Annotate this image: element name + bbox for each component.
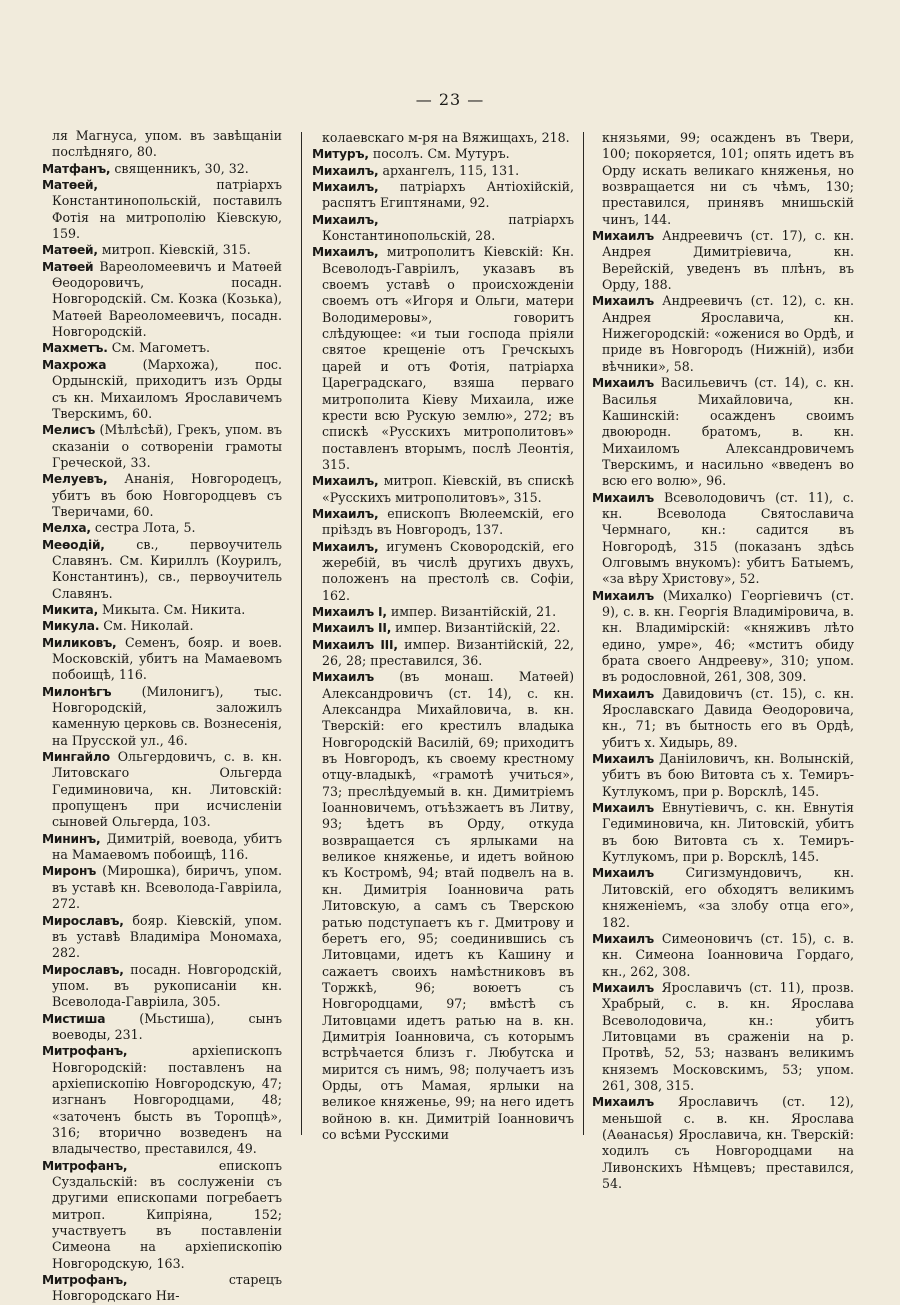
index-entry bbox=[42, 357, 282, 422]
entry-headword: Михаилъ bbox=[592, 1095, 654, 1110]
entry-text: Семенъ, бояр. и воев. Московскій, убитъ на Мамаевомъ побоищѣ, 116. bbox=[52, 634, 282, 683]
index-entry bbox=[592, 228, 854, 293]
entry-headword: Михаилъ bbox=[592, 980, 654, 995]
index-entry bbox=[312, 506, 574, 539]
index-entry bbox=[312, 163, 574, 179]
entry-text: архангелъ, 115, 131. bbox=[382, 162, 520, 178]
index-entry bbox=[42, 1158, 282, 1272]
entry-text: Микыта. См. Никита. bbox=[102, 601, 246, 617]
entry-text: (Мѣлѣсѣй), Грекъ, упом. въ сказаніи о сотвореніи грамоты Греческой, 33. bbox=[52, 422, 282, 470]
entry-headword: Митрофанъ, bbox=[42, 1044, 128, 1059]
entry-text: Сигизмундовичъ, кн. Литовскій, его обходятъ великимъ княженіемъ, «за злобу отца его», 182. bbox=[602, 865, 854, 930]
index-column-1 bbox=[42, 128, 282, 1305]
index-entry bbox=[312, 637, 574, 670]
entry-text: епископъ Вюлеемскій, его пріѣздъ въ Новгородъ, 137. bbox=[322, 505, 574, 538]
index-entry bbox=[42, 537, 282, 602]
entry-text: Ананія, Новгородецъ, убитъ въ бою Новгородцевъ съ Тверичами, 60. bbox=[52, 471, 282, 519]
index-entry bbox=[42, 471, 282, 520]
entry-text: князьями, 99; осажденъ въ Твери, 100; покоряется, 101; опять идетъ въ Орду искать великаго княженья, но возвращается ни съ чѣмъ, 130; преставился, принявъ мнишьскій чинъ, 144. bbox=[602, 130, 854, 227]
index-entry bbox=[42, 635, 282, 684]
index-entry bbox=[42, 831, 282, 864]
entry-text: сестра Лота, 5. bbox=[94, 520, 196, 536]
entry-headword: Матфанъ, bbox=[42, 161, 111, 176]
entry-text: посолъ. См. Мутуръ. bbox=[372, 146, 510, 162]
entry-text: посадн. Новгородскій, упом. въ рукописаніи кн. Всеволода-Гавріила, 305. bbox=[52, 961, 282, 1010]
entry-headword: Михаилъ bbox=[312, 670, 374, 685]
entry-text: Ольгердовичъ, с. в. кн. Литовскаго Ольгерда Гедиминовича, кн. Литовскій: пропущенъ при исчисленіи сыновей Ольгерда, 103. bbox=[52, 749, 282, 830]
index-entry bbox=[592, 293, 854, 375]
entry-text: (Михалко) Георгіевичъ (ст. 9), с. в. кн. Георгія Владиміровича, в. кн. Владимірскій: «княживъ лѣто едино, умре», 46; «мститъ обиду брата своего Андрееву», 310; упом. въ родословной, 261, 308, 309. bbox=[602, 587, 854, 685]
entry-headword: Михаилъ, bbox=[312, 245, 379, 260]
index-entry bbox=[592, 130, 854, 228]
entry-headword: Митуръ, bbox=[312, 147, 369, 162]
entry-headword: Милонѣгъ bbox=[42, 684, 112, 699]
entry-headword: Михаилъ I, bbox=[312, 604, 387, 619]
entry-headword: Михаилъ II, bbox=[312, 621, 392, 636]
index-entry bbox=[42, 684, 282, 749]
entry-headword: Михаилъ bbox=[592, 866, 654, 881]
entry-headword: Матѳей, bbox=[42, 178, 98, 193]
column-divider bbox=[301, 132, 302, 1135]
entry-text: игуменъ Сковородскій, его жеребій, въ числѣ другихъ двухъ, положенъ на престолѣ св. Софіи, 162. bbox=[322, 538, 574, 603]
entry-text: Андреевичъ (ст. 17), с. кн. Андрея Димитріевича, кн. Верейскій, уведенъ въ плѣнъ, въ Орду, 188. bbox=[602, 228, 854, 293]
entry-text: (Милонигъ), тыс. Новгородскій, заложилъ каменную церковь св. Вознесенія, на Прусской ул., 46. bbox=[52, 683, 282, 748]
index-entry bbox=[42, 863, 282, 912]
index-entry bbox=[42, 1272, 282, 1305]
index-entry bbox=[42, 242, 282, 258]
index-entry bbox=[312, 669, 574, 1143]
entry-text: митроп. Кіевскій, 315. bbox=[101, 242, 251, 258]
entry-text: архіепископъ Новгородскій: поставленъ на архіепископію Новгородскую, 47; изгнанъ Новгородцами, 48; «заточенъ бысть въ Торопцѣ», 316; вторично возведенъ на владычество, преставился, 49. bbox=[52, 1043, 282, 1157]
index-entry bbox=[592, 588, 854, 686]
entry-headword: Михаилъ, bbox=[312, 539, 379, 554]
entry-text: Вареоломеевичъ и Матѳей Ѳеодоровичъ, посадн. Новгородскій. См. Козка (Козька), Матѳей Вареоломеевичъ, посадн. Новгородскій. bbox=[52, 258, 282, 340]
entry-text: Ярославичъ (ст. 11), прозв. Храбрый, с. в. кн. Ярослава Всеволодовича, кн.: убитъ Литовцами въ сраженіи на р. Протвѣ, 52, 53; названъ великимъ княземъ Московскимъ, 53; упом. 261, 308, 315. bbox=[602, 979, 854, 1093]
index-entry bbox=[592, 865, 854, 930]
index-column-2 bbox=[312, 130, 574, 1143]
entry-text: Даніиловичъ, кн. Волынскій, убитъ въ бою Витовта съ х. Темиръ-Кутлукомъ, при р. Ворсклѣ, 145. bbox=[602, 751, 854, 799]
index-entry bbox=[42, 1043, 282, 1157]
entry-headword: Мининъ, bbox=[42, 831, 101, 846]
entry-headword: Мелуевъ, bbox=[42, 472, 108, 487]
entry-text: колаевскаго м-ря на Вяжищахъ, 218. bbox=[322, 130, 570, 145]
entry-text: Всеволодовичъ (ст. 11), с. кн. Всеволода Святославича Чермнаго, кн.: садится въ Новгородѣ, 315 (показанъ здѣсь Олговымъ внукомъ): убитъ Батыемъ, «за вѣру Христову», 52. bbox=[602, 489, 854, 587]
entry-text: митроп. Кіевскій, въ спискѣ «Русскихъ митрополитовъ», 315. bbox=[322, 473, 574, 505]
entry-headword: Михаилъ, bbox=[312, 474, 379, 489]
entry-headword: Михаилъ bbox=[592, 931, 654, 946]
entry-headword: Михаилъ III, bbox=[312, 637, 398, 652]
entry-headword: Митрофанъ, bbox=[42, 1273, 128, 1288]
entry-headword: Михаилъ bbox=[592, 752, 654, 767]
index-entry bbox=[312, 212, 574, 245]
entry-text: Евнутіевичъ, с. кн. Евнутія Гедиминовича, кн. Литовскій, убитъ въ бою Витовта съ х. Темиръ-Кутлукомъ, при р. Ворсклѣ, 145. bbox=[602, 800, 854, 865]
entry-text: импер. Византійскій, 22, 26, 28; преставился, 36. bbox=[322, 636, 574, 668]
entry-text: Васильевичъ (ст. 14), с. кн. Василья Михайловича, кн. Кашинскій: осажденъ своимъ двоюродн. братомъ, в. кн. Михаиломъ Александровичемъ Тверскимъ, и насильно «введенъ во всю его волю», 96. bbox=[602, 375, 854, 489]
entry-headword: Меѳодій, bbox=[42, 537, 105, 552]
entry-headword: Матѳей bbox=[42, 259, 94, 274]
index-entry bbox=[312, 244, 574, 473]
index-entry bbox=[42, 177, 282, 242]
index-entry bbox=[592, 1094, 854, 1192]
index-entry bbox=[592, 686, 854, 751]
entry-headword: Михаилъ bbox=[592, 490, 654, 505]
index-entry bbox=[592, 931, 854, 980]
index-entry bbox=[42, 913, 282, 962]
entry-headword: Мингайло bbox=[42, 750, 110, 765]
entry-text: ля Магнуса, упом. въ завѣщаніи послѣдняго, 80. bbox=[52, 128, 282, 160]
entry-text: Симеоновичъ (ст. 15), с. в. кн. Симеона Іоанновича Гордаго, кн., 262, 308. bbox=[602, 930, 854, 979]
index-entry bbox=[592, 490, 854, 588]
index-entry bbox=[42, 618, 282, 634]
entry-text: (въ монаш. Матѳей) Александровичъ (ст. 14), с. кн. Александра Михайловича, в. кн. Тверскій: его крестилъ владыка Новгородскій Василій, 69; приходитъ въ Новгородъ, къ своему крестному отцу-владыкѣ, «грамотѣ учиться», 73; преслѣдуемый в. кн. Димитріемъ Іоанновичемъ, отъѣзжаетъ въ Литву, 93; ѣдетъ въ Орду, откуда возвращается съ ярлыками на великое княженье, и идетъ войною къ Костромѣ, 94; втай подвелъ на в. кн. Димитрія Іоанновича рать Литовскую, а самъ съ Тверскою ратью подступаетъ къ г. Дмитрову и беретъ его, 95; соединившись съ Литовцами, идетъ къ Кашину и сажаетъ своихъ намѣстниковъ въ Торжкѣ, 96; воюетъ съ Новгородцами, 97; вмѣстѣ съ Литовцами идетъ ратью на в. кн. Димитрія Іоанновича, съ которымъ встрѣчается близъ г. Любутска и мирится съ нимъ, 98; получаетъ изъ Орды, отъ Мамая, ярлыки на великое княженье, 99; на него идетъ войною в. кн. Димитрій Іоанновичъ со всѣми Русскими bbox=[322, 669, 574, 1142]
entry-headword: Мистиша bbox=[42, 1011, 106, 1026]
index-entry bbox=[312, 130, 574, 146]
entry-text: священникъ, 30, 32. bbox=[114, 160, 249, 176]
index-entry bbox=[592, 980, 854, 1094]
entry-headword: Михаилъ, bbox=[312, 163, 379, 178]
column-divider bbox=[583, 132, 584, 1135]
entry-text: митрополитъ Кіевскій: Кн. Всеволодъ-Гавріилъ, указавъ въ своемъ уставѣ о происхожденіи своемъ отъ «Игоря и Ольги, матери Володимеровы», говоритъ слѣдующее: «и тыи господа пріяли святое крещеніе отъ Гречскыхъ царей и отъ Фотія, патріарха Цареградскаго, взяша перваго митрополита Кіеву Михаила, иже крести всю Рускую землю», 272; въ спискѣ «Русскихъ митрополитовъ» поставленъ вторымъ, послѣ Леонтія, 315. bbox=[322, 244, 574, 472]
entry-text: старецъ Новгородскаго Ни- bbox=[52, 1272, 282, 1304]
entry-text: Андреевичъ (ст. 12), с. кн. Андрея Ярославича, кн. Нижегородскій: «оженися во Ордѣ, и приде въ Новгородъ (Нижній), изби вѣчники», 58. bbox=[602, 293, 854, 374]
index-entry bbox=[592, 375, 854, 489]
entry-headword: Матѳей, bbox=[42, 243, 98, 258]
index-entry bbox=[42, 1011, 282, 1044]
entry-headword: Михаилъ, bbox=[312, 506, 379, 521]
entry-text: патріархъ Антіохійскій, распятъ Египтянами, 92. bbox=[322, 179, 574, 211]
entry-text: св., первоучитель Славянъ. См. Кириллъ (Коурилъ, Константинъ), св., первоучитель Славянъ. bbox=[52, 536, 282, 601]
entry-text: Давидовичъ (ст. 15), с. кн. Ярославскаго Давида Ѳеодоровича, кн., 71; въ бытность его въ Ордѣ, убитъ х. Хидырь, 89. bbox=[602, 685, 854, 750]
page-number: — 23 — bbox=[415, 90, 485, 109]
entry-text: патріархъ Константинопольскій, 28. bbox=[322, 211, 574, 244]
index-entry bbox=[42, 340, 282, 356]
entry-text: епископъ Суздальскій: въ сослуженіи съ другими епископами погребаетъ митроп. Кипріяна, 152; участвуетъ въ поставленіи Симеона на архіепископію Новгородскую, 163. bbox=[52, 1157, 282, 1271]
entry-headword: Махрожа bbox=[42, 357, 107, 372]
index-entry bbox=[312, 146, 574, 162]
entry-headword: Миронъ bbox=[42, 864, 97, 879]
entry-text: См. Магометъ. bbox=[111, 340, 210, 356]
index-entry bbox=[42, 520, 282, 536]
index-entry bbox=[42, 128, 282, 161]
entry-text: (Мьстиша), сынъ воеводы, 231. bbox=[52, 1010, 282, 1042]
entry-headword: Мелисъ bbox=[42, 423, 96, 438]
entry-headword: Михаилъ bbox=[592, 588, 654, 603]
index-entry bbox=[42, 602, 282, 618]
entry-text: патріархъ Константинопольскій, поставилъ Фотія на митрополію Кіевскую, 159. bbox=[52, 177, 282, 242]
entry-headword: Михаилъ, bbox=[312, 212, 379, 227]
entry-text: Димитрій, воевода, убитъ на Мамаевомъ побоищѣ, 116. bbox=[52, 830, 282, 863]
index-entry bbox=[592, 800, 854, 865]
entry-headword: Михаилъ, bbox=[312, 180, 379, 195]
entry-text: (Мархожа), пос. Ордынскій, приходитъ изъ Орды съ кн. Михаиломъ Ярославичемъ Тверскимъ, 60. bbox=[52, 356, 282, 421]
entry-text: См. Николай. bbox=[103, 618, 194, 634]
index-column-3 bbox=[592, 130, 854, 1192]
entry-headword: Михаилъ bbox=[592, 801, 654, 816]
index-entry bbox=[42, 259, 282, 341]
index-entry bbox=[42, 161, 282, 177]
index-entry bbox=[312, 539, 574, 604]
entry-headword: Микита, bbox=[42, 602, 98, 617]
entry-headword: Мелха, bbox=[42, 521, 91, 536]
index-entry bbox=[312, 179, 574, 212]
entry-text: импер. Византійскій, 21. bbox=[390, 603, 557, 619]
index-entry bbox=[42, 962, 282, 1011]
index-entry bbox=[312, 473, 574, 506]
index-entry bbox=[592, 751, 854, 800]
entry-text: бояр. Кіевскій, упом. въ уставѣ Владиміра Мономаха, 282. bbox=[52, 912, 282, 961]
entry-headword: Миликовъ, bbox=[42, 635, 117, 650]
entry-headword: Махметъ. bbox=[42, 341, 108, 356]
entry-headword: Михаилъ bbox=[592, 229, 654, 244]
entry-text: импер. Византійскій, 22. bbox=[395, 620, 561, 636]
entry-text: Ярославичъ (ст. 12), меньшой с. в. кн. Ярослава (Аѳанасья) Ярославича, кн. Тверскій: ходилъ съ Новгородцами на Ливонскихъ Нѣмцевъ; преставился, 54. bbox=[602, 1094, 854, 1191]
entry-headword: Михаилъ bbox=[592, 686, 654, 701]
entry-text: (Мирошка), биричъ, упом. въ уставѣ кн. Всеволода-Гавріила, 272. bbox=[52, 863, 282, 912]
index-entry bbox=[312, 620, 574, 636]
index-entry bbox=[312, 604, 574, 620]
index-entry bbox=[42, 749, 282, 831]
entry-headword: Михаилъ bbox=[592, 376, 654, 391]
entry-headword: Микула. bbox=[42, 619, 100, 634]
entry-headword: Мирославъ, bbox=[42, 913, 124, 928]
index-entry bbox=[42, 422, 282, 471]
entry-headword: Михаилъ bbox=[592, 294, 654, 309]
entry-headword: Митрофанъ, bbox=[42, 1158, 128, 1173]
entry-headword: Мирославъ, bbox=[42, 962, 124, 977]
